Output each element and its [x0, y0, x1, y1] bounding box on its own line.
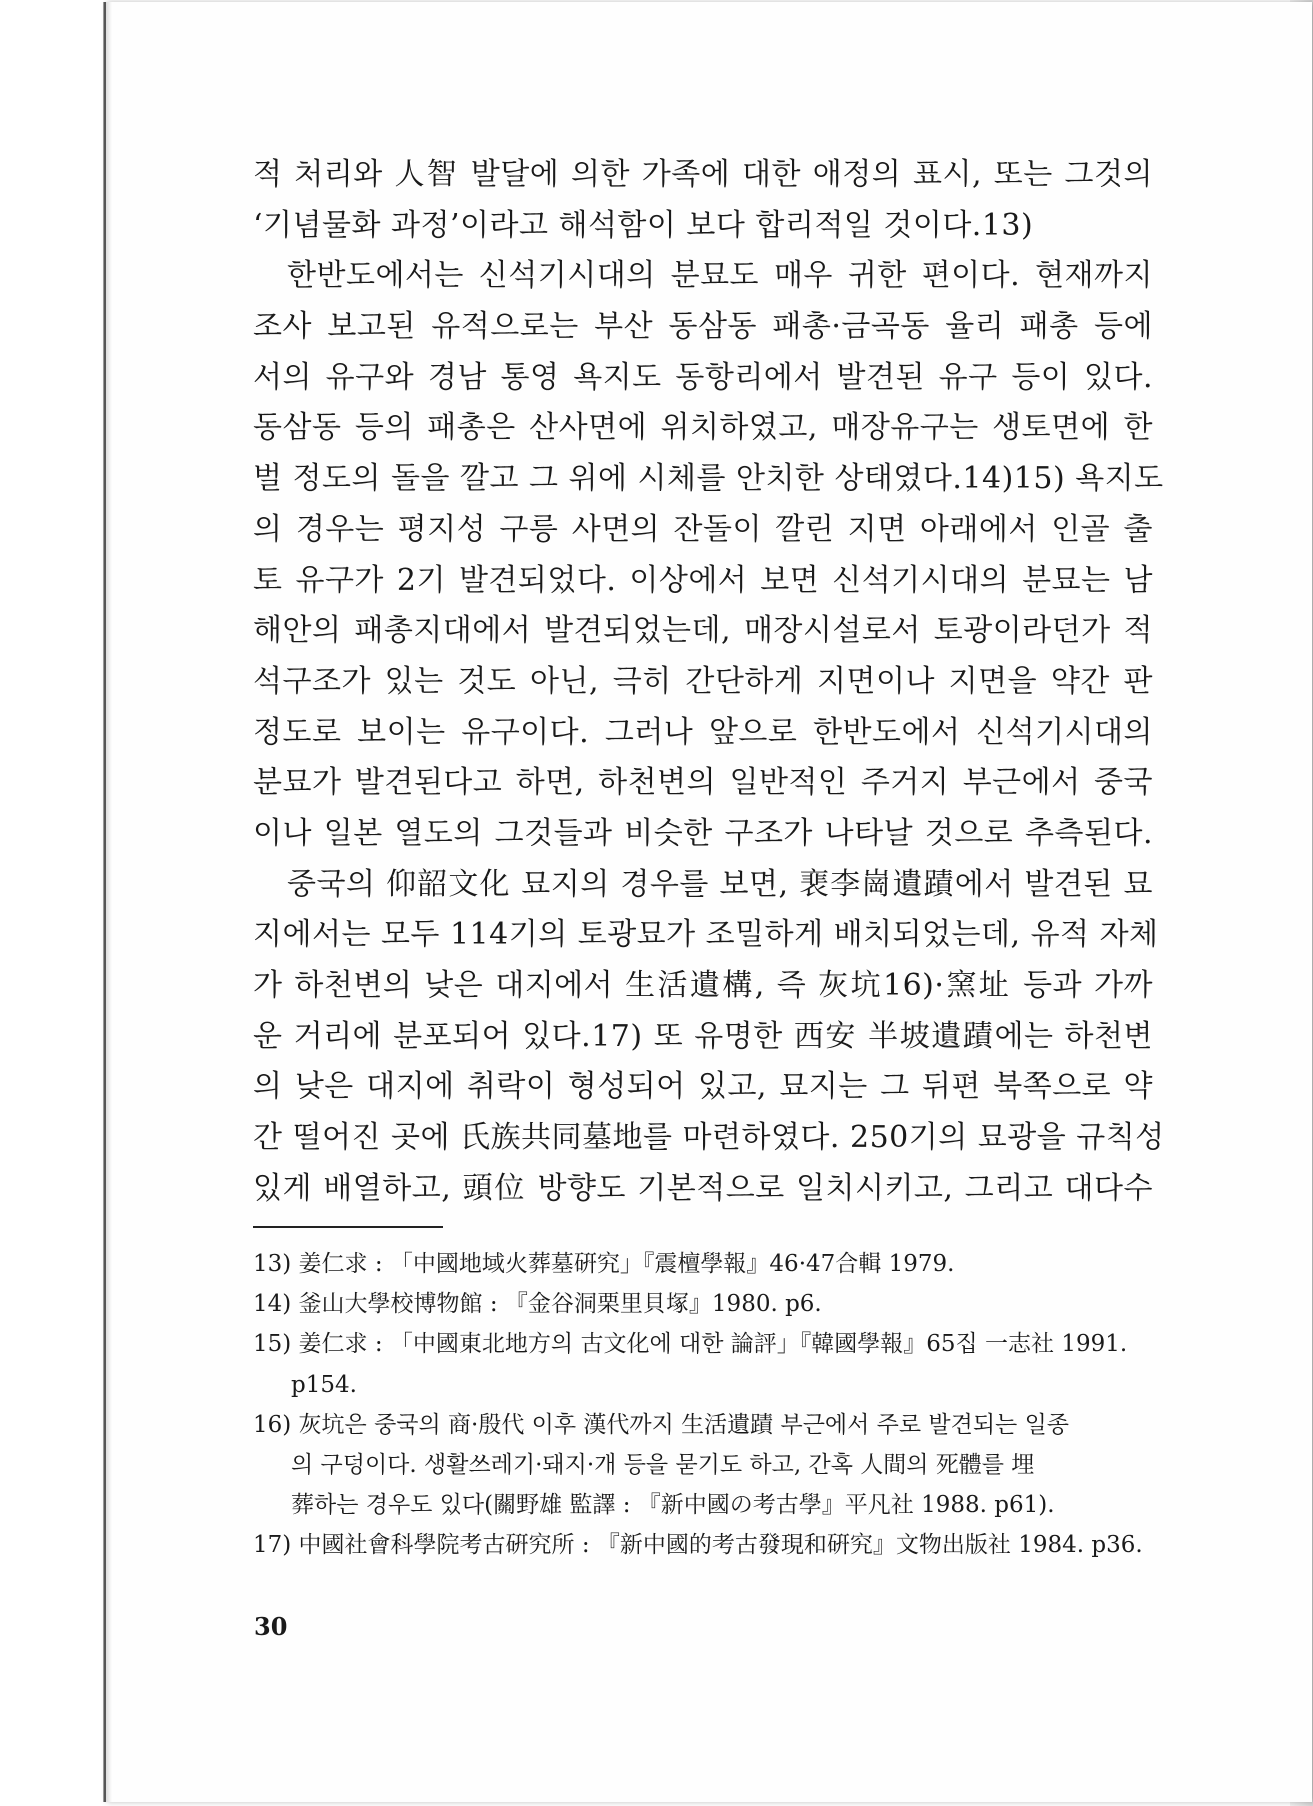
- body-line: 동삼동 등의 패총은 산사면에 위치하였고, 매장유구는 생토면에 한: [253, 410, 1153, 446]
- body-line: 적 처리와 人智 발달에 의한 가족에 대한 애정의 표시, 또는 그것의: [253, 157, 1153, 192]
- body-text: [253, 150, 1165, 1214]
- footnote-line: 葬하는 경우도 있다(關野雄 監譯 : 『新中國の考古學』平凡社 1988. p61).: [291, 1492, 1055, 1519]
- footnote-line: 17) 中國社會科學院考古硏究所 : 『新中國的考古發現和硏究』文物出版社 1984. p36.: [253, 1532, 1143, 1559]
- body-line: ‘기념물화 과정’이라고 해석함이 보다 합리적일 것이다.13): [253, 207, 1034, 243]
- body-line: 정도로 보이는 유구이다. 그러나 앞으로 한반도에서 신석기시대의: [253, 714, 1153, 750]
- body-line: 분묘가 발견된다고 하면, 하천변의 일반적인 주거지 부근에서 중국: [253, 765, 1153, 801]
- footnote-line: 13) 姜仁求 : 「中國地域火葬墓硏究」『震檀學報』46·47合輯 1979.: [253, 1251, 955, 1277]
- body-line: 지에서는 모두 114기의 토광묘가 조밀하게 배치되었는데, 유적 자체: [253, 917, 1159, 953]
- body-line: 석구조가 있는 것도 아닌, 극히 간단하게 지면이나 지면을 약간 판: [253, 663, 1153, 699]
- body-line: 의 경우는 평지성 구릉 사면의 잔돌이 깔린 지면 아래에서 인골 출: [253, 511, 1153, 547]
- footnote-line: 14) 釜山大學校博物館 : 『金谷洞栗里貝塚』1980. p6.: [253, 1291, 822, 1318]
- footnote-line: 16) 灰坑은 중국의 商·殷代 이후 漢代까지 生活遺蹟 부근에서 주로 발견되는 일종: [253, 1411, 1070, 1438]
- page-binding-edge: [106, 2, 112, 1802]
- body-line: 조사 보고된 유적으로는 부산 동삼동 패총·금곡동 율리 패총 등에: [253, 309, 1153, 345]
- body-line: 벌 정도의 돌을 깔고 그 위에 시체를 안치한 상태였다.14)15) 욕지도: [253, 461, 1164, 497]
- footnote-line: 의 구덩이다. 생활쓰레기·돼지·개 등을 묻기도 하고, 간혹 人間의 死體를 埋: [291, 1451, 1035, 1478]
- footnote-divider: [253, 1226, 443, 1228]
- body-line: 서의 유구와 경남 통영 욕지도 동항리에서 발견된 유구 등이 있다.: [253, 359, 1153, 395]
- body-line: 의 낮은 대지에 취락이 형성되어 있고, 묘지는 그 뒤편 북쪽으로 약: [253, 1069, 1153, 1105]
- footnotes: [253, 1244, 1153, 1566]
- page-number: 30: [254, 1612, 288, 1641]
- body-line: 있게 배열하고, 頭位 방향도 기본적으로 일치시키고, 그리고 대다수: [253, 1170, 1153, 1206]
- body-line: 토 유구가 2기 발견되었다. 이상에서 보면 신석기시대의 분묘는 남: [253, 562, 1153, 598]
- body-line: 운 거리에 분포되어 있다.17) 또 유명한 西安 半坡遺蹟에는 하천변: [253, 1018, 1153, 1054]
- body-line: 가 하천변의 낮은 대지에서 生活遺構, 즉 灰坑16)·窯址 등과 가까: [253, 968, 1153, 1003]
- body-line: 간 떨어진 곳에 氏族共同墓地를 마련하였다. 250기의 묘광을 규칙성: [253, 1120, 1165, 1156]
- body-line: 중국의 仰韶文化 묘지의 경우를 보면, 裵李崗遺蹟에서 발견된 묘: [287, 866, 1153, 902]
- body-line: 해안의 패총지대에서 발견되었는데, 매장시설로서 토광이라던가 적: [253, 613, 1153, 649]
- footnote-line: 15) 姜仁求 : 「中國東北地方의 古文化에 대한 論評」『韓國學報』65집 一志社 1991.: [253, 1331, 1128, 1358]
- body-line: 이나 일본 열도의 그것들과 비슷한 구조가 나타날 것으로 추측된다.: [253, 815, 1153, 851]
- body-line: 한반도에서는 신석기시대의 분묘도 매우 귀한 편이다. 현재까지: [287, 258, 1153, 294]
- footnote-line: p154.: [291, 1371, 357, 1398]
